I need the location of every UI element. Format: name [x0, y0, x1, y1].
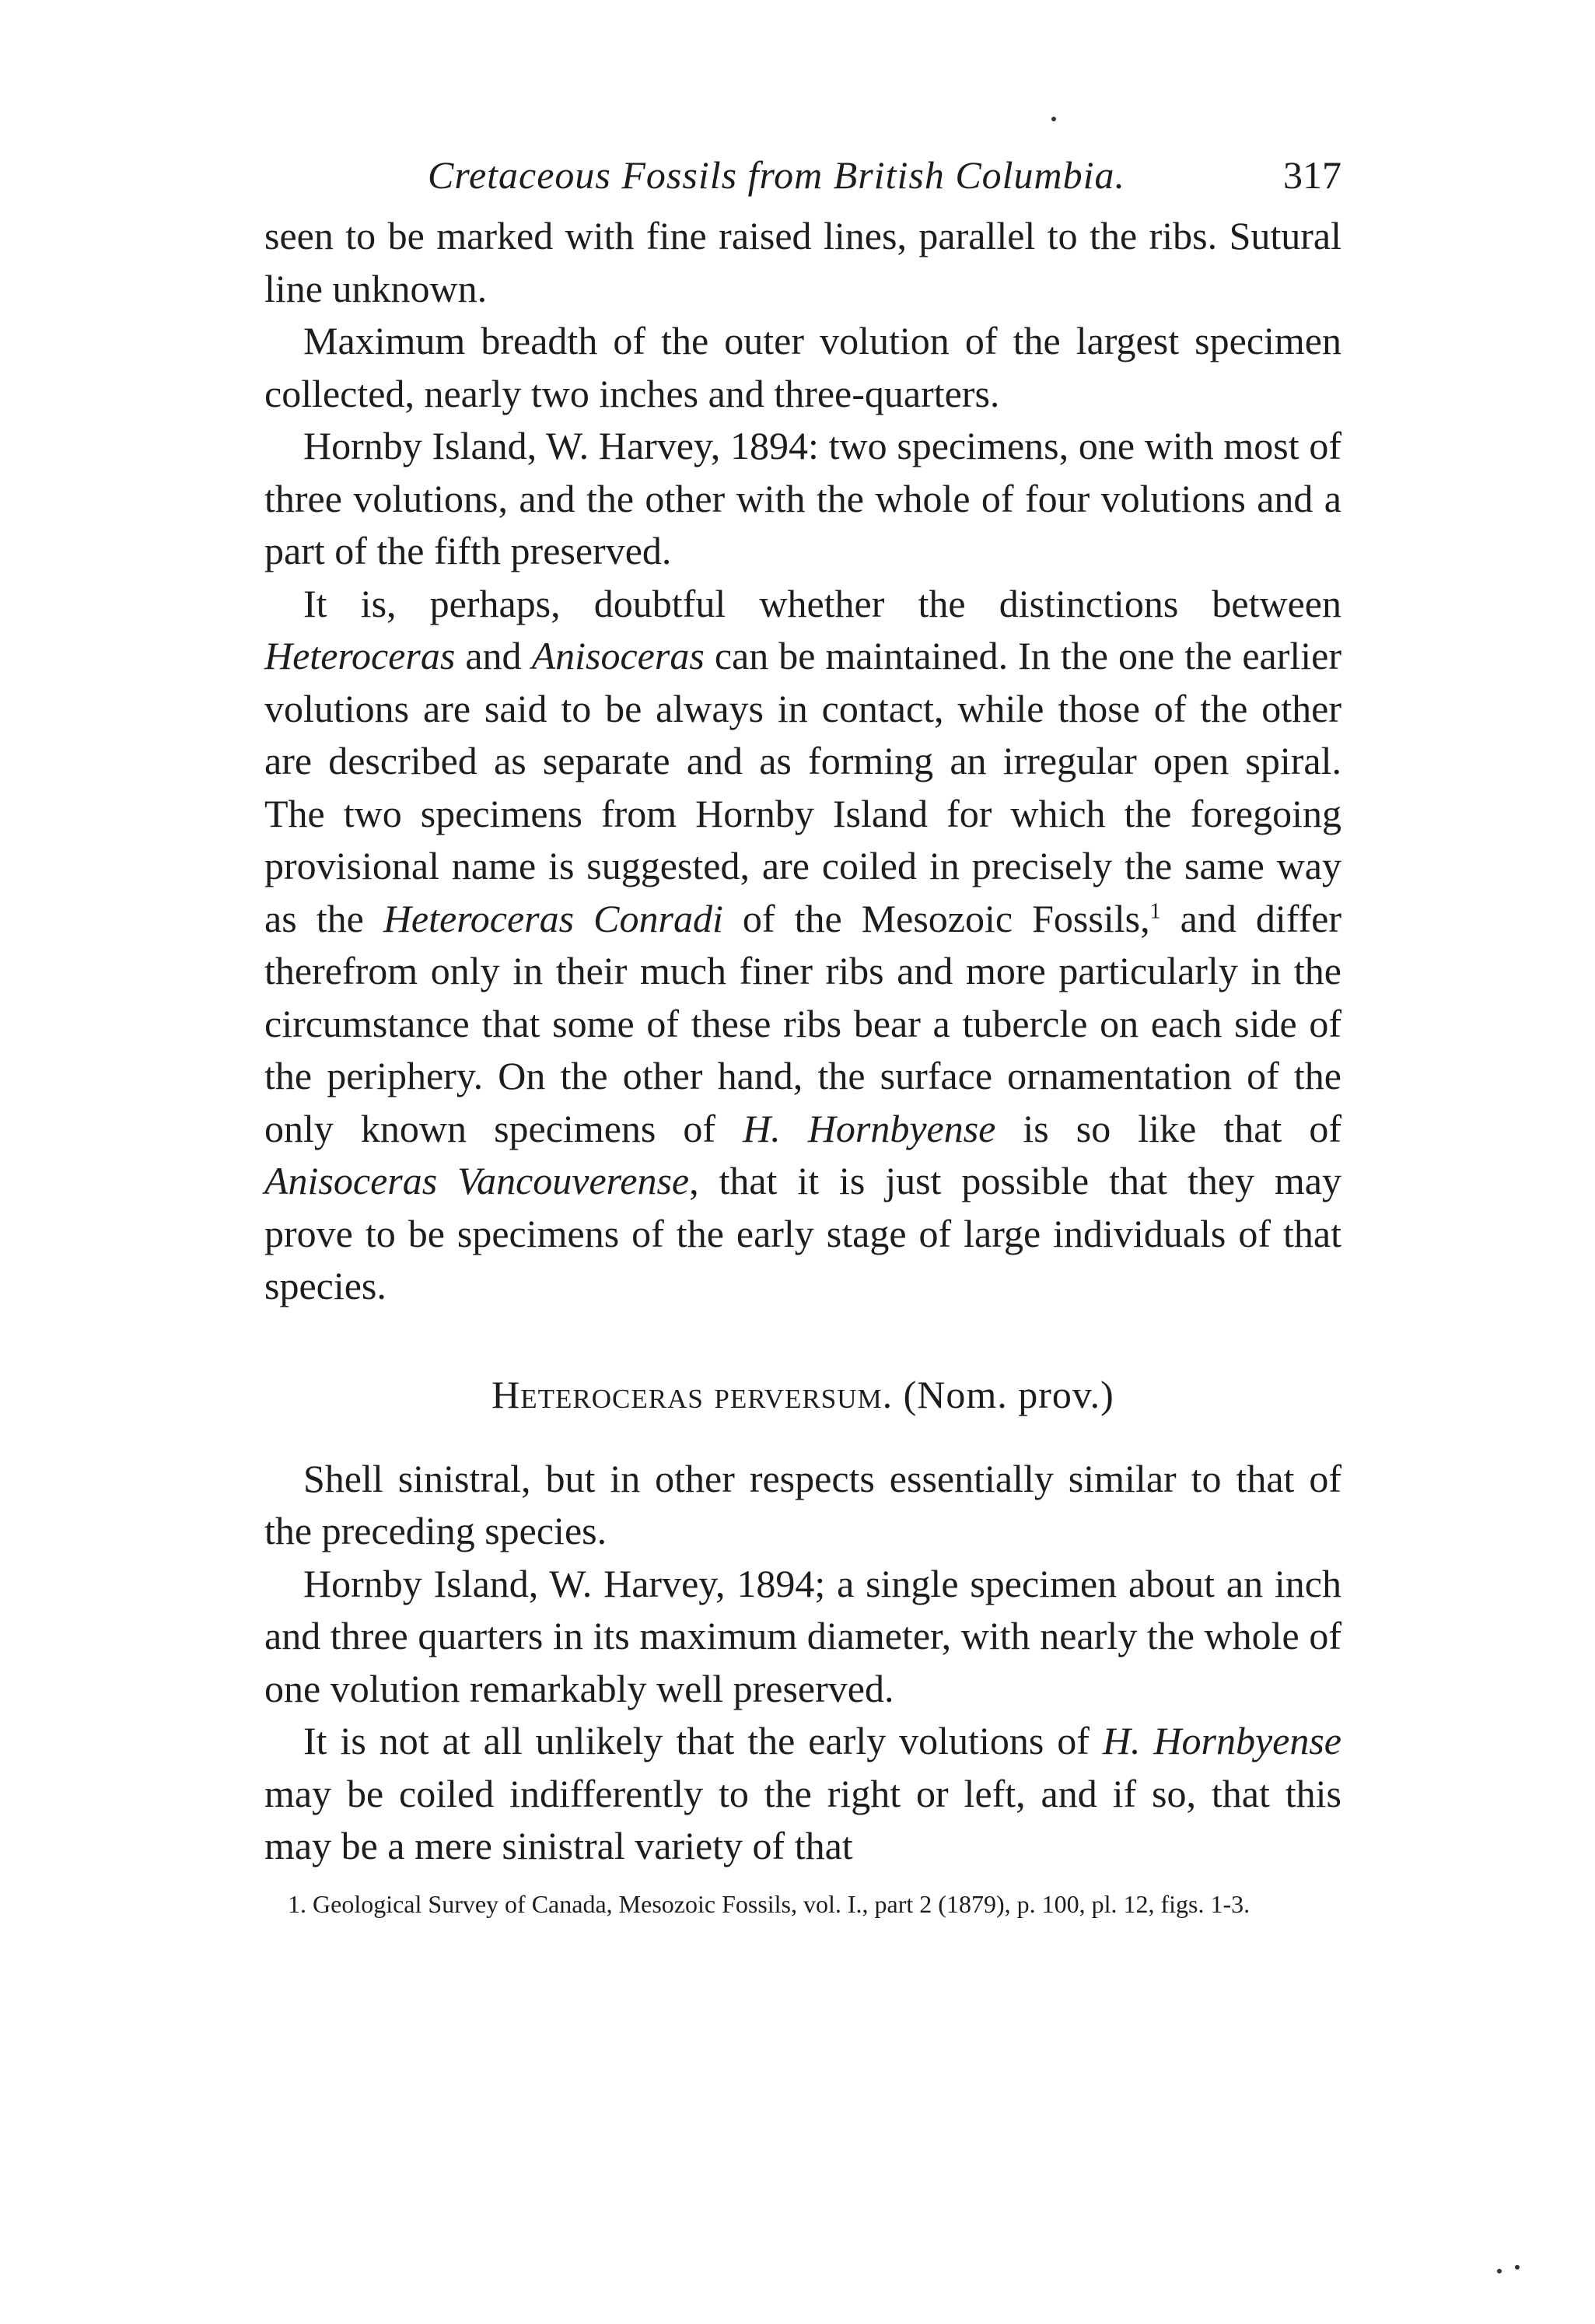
text-run: Maximum breadth of the outer volution of the largest specimen collected, nearly two inches and three-quarters. — [264, 319, 1341, 415]
paragraph — [264, 578, 1341, 1313]
text-run: , that it is just possible that they may prove to be specimens of the early stage of large individuals of that species. — [264, 1159, 1341, 1307]
footnote-text: Geological Survey of Canada, Mesozoic Fossils, vol. I., part 2 (1879), p. 100, pl. 12, figs. 1-3. — [313, 1889, 1250, 1918]
text-run: may be coiled indifferently to the right or left, and if so, that this may be a mere sinistral variety of that — [264, 1771, 1341, 1867]
paragraph — [264, 315, 1341, 420]
footnote-marker: 1. — [288, 1889, 306, 1918]
text-run: Hornby Island, W. Harvey, 1894; a single specimen about an inch and three quarters in its maximum diameter, with nearly the whole of one volution remarkably well preserved. — [264, 1561, 1341, 1710]
document-page — [264, 148, 1341, 1921]
paragraph — [264, 1453, 1341, 1558]
species-note: (Nom. prov.) — [903, 1372, 1114, 1416]
running-title: Cretaceous Fossils from British Columbia. — [428, 153, 1126, 197]
species-name: Heteroceras perversum. — [491, 1372, 894, 1416]
paragraph — [264, 1715, 1341, 1873]
print-speck — [1497, 2269, 1502, 2273]
italic-term: Heteroceras Conradi — [383, 896, 723, 940]
text-run: Shell sinistral, but in other respects essentially similar to that of the preceding species. — [264, 1456, 1341, 1552]
italic-term: Heteroceras — [264, 634, 456, 677]
print-speck — [1051, 117, 1056, 121]
page-header — [264, 148, 1341, 202]
footnote-reference: 1 — [1149, 898, 1161, 923]
page-number: 317 — [1283, 153, 1341, 197]
text-run: It is, perhaps, doubtful whether the distinctions between — [303, 581, 1341, 625]
species-heading — [264, 1367, 1341, 1422]
paragraph — [264, 420, 1341, 578]
italic-term: H. Hornbyense — [1102, 1719, 1341, 1762]
text-run: seen to be marked with fine raised lines, parallel to the ribs. Sutural line unknown. — [264, 214, 1341, 310]
text-run: is so like that of — [995, 1106, 1341, 1150]
text-run: Hornby Island, W. Harvey, 1894: two specimens, one with most of three volutions, and the other with the whole of four volutions and a part of the fifth preserved. — [264, 424, 1341, 572]
paragraph — [264, 210, 1341, 315]
paragraph — [264, 1558, 1341, 1716]
italic-term: Anisoceras Vancouverense — [264, 1159, 690, 1202]
text-run: can be maintained. In the one the earlier volutions are said to be always in contact, while those of the other are described as separate and as forming an irregular open spiral. The two specimens from Hornby Island for which the foregoing provisional name is suggested, are coiled in precisely the same way as the — [264, 634, 1341, 940]
print-speck — [1515, 2265, 1520, 2270]
text-run: and — [455, 634, 532, 677]
body-text-section-2 — [264, 1453, 1341, 1873]
text-run: and differ therefrom only in their much finer ribs and more particularly in the circumstance that some of these ribs bear a tubercle on each side of the periphery. On the other hand, the surface ornamentation of the only known specimens of — [264, 896, 1341, 1150]
footnote — [264, 1887, 1341, 1921]
text-run: of the Mesozoic Fossils, — [722, 896, 1150, 940]
text-run: It is not at all unlikely that the early volutions of — [303, 1719, 1103, 1762]
italic-term: H. Hornbyense — [743, 1106, 996, 1150]
body-text-section-1 — [264, 210, 1341, 1313]
italic-term: Anisoceras — [531, 634, 705, 677]
